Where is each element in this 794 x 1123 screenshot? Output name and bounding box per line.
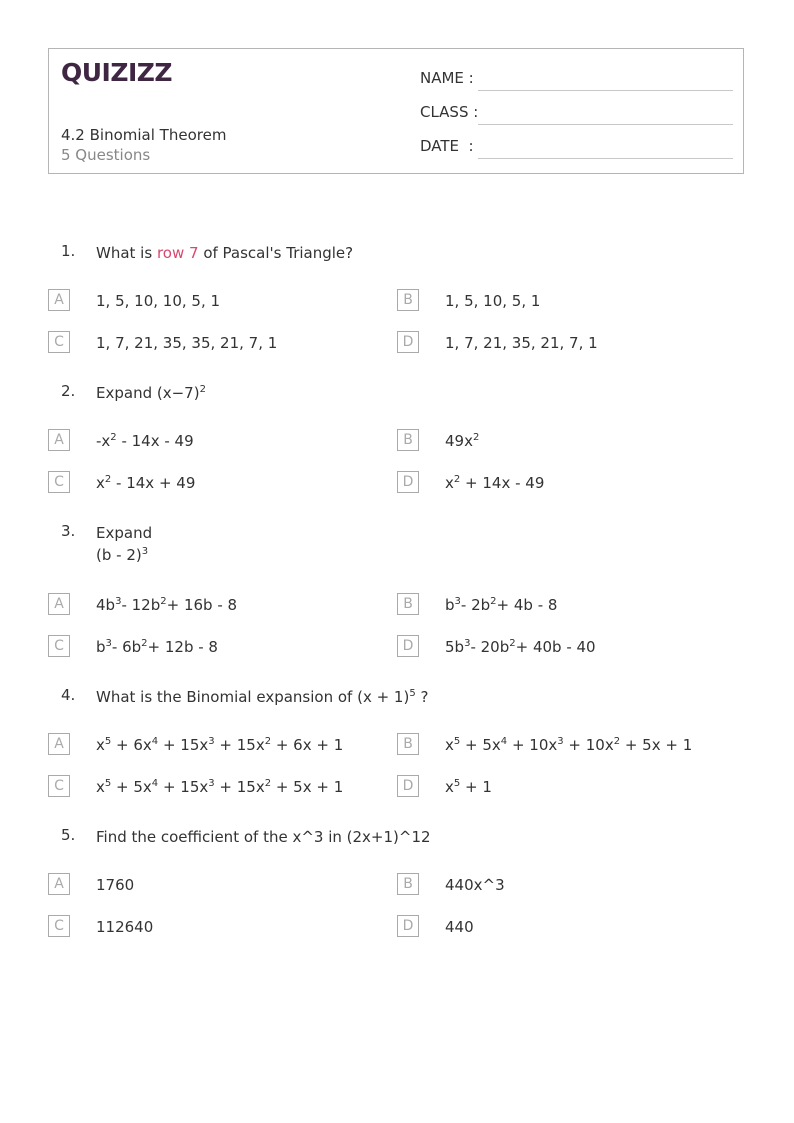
- option-text: 1, 7, 21, 35, 35, 21, 7, 1: [96, 334, 278, 352]
- question-number: 1.: [61, 242, 76, 260]
- option-letter-box: C: [48, 775, 70, 797]
- option-letter-box: D: [397, 635, 419, 657]
- option-text: $b^3-$ $2b^2+ 4b - 8$: [445, 596, 558, 614]
- option-text: $x^5 + 5x^4 + 15x^3 + 15x^2 + 5x + 1$: [96, 778, 344, 796]
- option-letter-box: C: [48, 331, 70, 353]
- question-number: 2.: [61, 382, 76, 400]
- question-number: 5.: [61, 826, 76, 844]
- name-label: NAME :: [420, 69, 474, 87]
- option-text: 440x^3: [445, 876, 505, 894]
- date-line: [478, 158, 733, 159]
- question-text: What is row 7 of Pascal's Triangle?: [96, 244, 354, 262]
- option-text: $x^2 + 14x - 49$: [445, 474, 545, 492]
- highlight-text: row 7: [156, 244, 199, 262]
- option-text: $-x^2 - 14x - 49$: [96, 432, 194, 450]
- option-letter-box: D: [397, 331, 419, 353]
- option-letter-box: C: [48, 471, 70, 493]
- worksheet-title: 4.2 Binomial Theorem: [61, 126, 227, 144]
- worksheet-header: [48, 48, 744, 174]
- option-letter-box: D: [397, 915, 419, 937]
- option-letter-box: C: [48, 635, 70, 657]
- option-text: $49x^2$: [445, 432, 480, 450]
- question-text: What is the Binomial expansion of $(x + 1)^5$ ?: [96, 688, 429, 706]
- quizizz-logo: QUIZIZZ: [61, 58, 173, 87]
- option-text: 1, 7, 21, 35, 21, 7, 1: [445, 334, 598, 352]
- option-text: 1760: [96, 876, 135, 894]
- class-label: CLASS :: [420, 103, 479, 121]
- class-line: [478, 124, 733, 125]
- date-label: DATE :: [420, 137, 474, 155]
- question-number: 4.: [61, 686, 76, 704]
- option-text: $5b^3-$ $20b^2+ 40b - 40$: [445, 638, 596, 656]
- option-letter-box: B: [397, 733, 419, 755]
- option-letter-box: B: [397, 873, 419, 895]
- option-letter-box: A: [48, 429, 70, 451]
- option-text: 1, 5, 10, 10, 5, 1: [96, 292, 221, 310]
- option-letter-box: A: [48, 733, 70, 755]
- option-text: $x^2 - 14x + 49$: [96, 474, 196, 492]
- option-text: 440: [445, 918, 474, 936]
- option-text: $b^3-$ $6b^2+ 12b - 8$: [96, 638, 218, 656]
- date-field[interactable]: [420, 137, 733, 157]
- option-letter-box: D: [397, 775, 419, 797]
- question-text: Expand (b - 2)$^3$: [96, 524, 153, 564]
- option-text: $x^5 + 6x^4 + 15x^3 + 15x^2 + 6x + 1$: [96, 736, 344, 754]
- name-line: [478, 90, 733, 91]
- question-text: Find the coefficient of the x^3 in (2x+1)^12: [96, 828, 431, 846]
- option-letter-box: A: [48, 289, 70, 311]
- option-letter-box: A: [48, 873, 70, 895]
- option-letter-box: B: [397, 429, 419, 451]
- name-field[interactable]: [420, 69, 733, 89]
- option-text: $4b^3-$ $12b^2+ 16b - 8$: [96, 596, 238, 614]
- option-letter-box: D: [397, 471, 419, 493]
- option-letter-box: B: [397, 593, 419, 615]
- option-letter-box: B: [397, 289, 419, 311]
- option-letter-box: A: [48, 593, 70, 615]
- question-count: 5 Questions: [61, 146, 151, 164]
- class-field[interactable]: [420, 103, 733, 123]
- option-text: 112640: [96, 918, 154, 936]
- option-text: $x^5 + 5x^4 + 10x^3 + 10x^2 + 5x + 1$: [445, 736, 693, 754]
- option-text: $x^5 + 1$: [445, 778, 492, 796]
- question-text: Expand $(x-7)^2$: [96, 384, 206, 402]
- question-number: 3.: [61, 522, 76, 540]
- option-letter-box: C: [48, 915, 70, 937]
- option-text: 1, 5, 10, 5, 1: [445, 292, 541, 310]
